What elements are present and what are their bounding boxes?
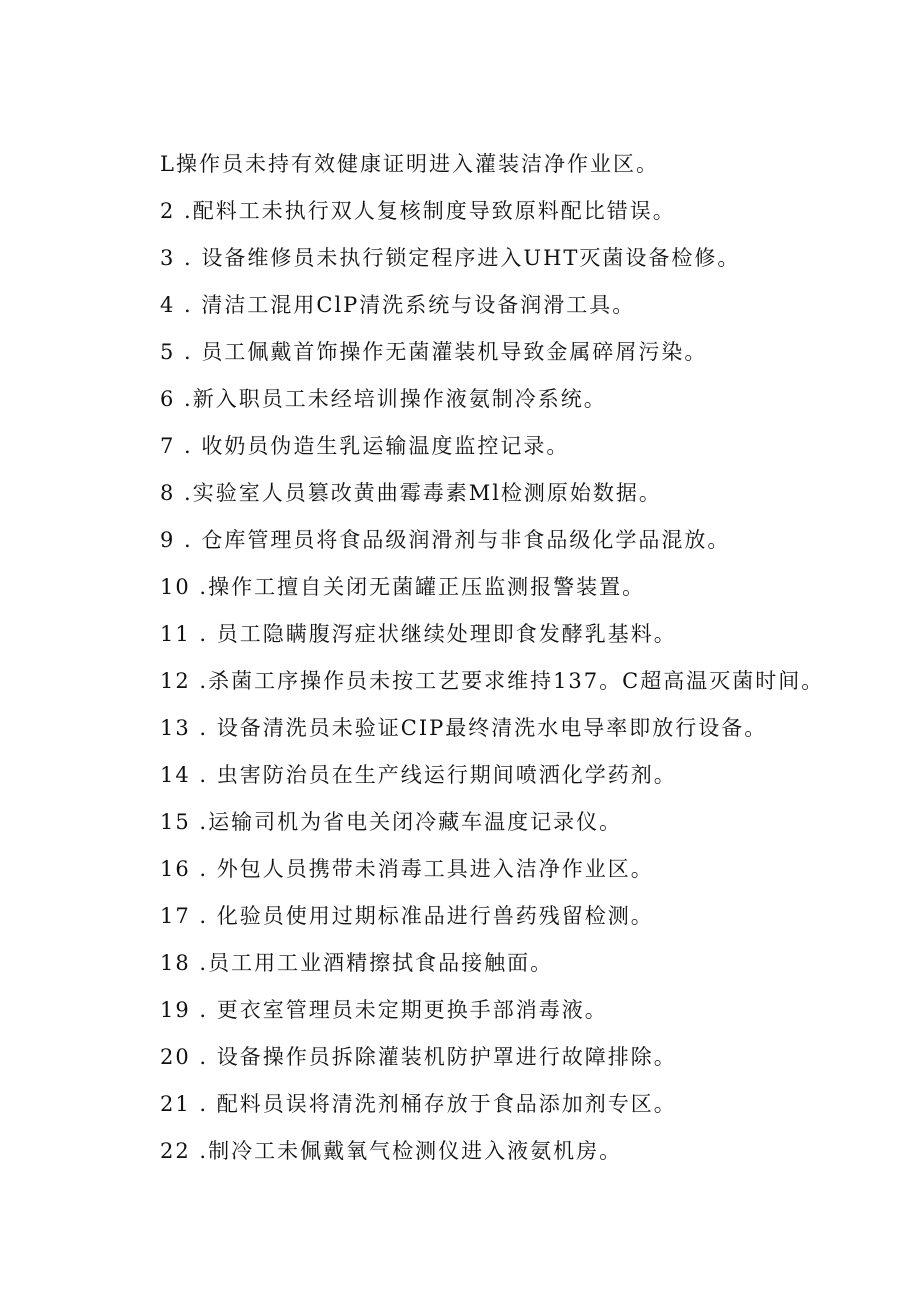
list-item: 4 . 清洁工混用ClP清洗系统与设备润滑工具。 <box>160 293 636 317</box>
list-item: 6 .新入职员工未经培训操作液氨制冷系统。 <box>160 387 607 411</box>
violation-list <box>160 146 880 1180</box>
list-item: 13 . 设备清洗员未验证CIP最终清洗水电导率即放行设备。 <box>160 716 768 740</box>
list-item: 18 .员工用工业酒精擦拭食品接触面。 <box>160 951 554 975</box>
list-item: 12 .杀菌工序操作员未按工艺要求维持137。C超高温灭菌时间。 <box>160 669 825 693</box>
list-item: 16 . 外包人员携带未消毒工具进入洁净作业区。 <box>160 857 654 881</box>
list-item: 15 .运输司机为省电关闭冷藏车温度记录仪。 <box>160 810 623 834</box>
list-item: 17 . 化验员使用过期标准品进行兽药残留检测。 <box>160 904 654 928</box>
list-item: 10 .操作工擅自关闭无菌罐正压监测报警装置。 <box>160 575 646 599</box>
list-item: 7 . 收奶员伪造生乳运输温度监控记录。 <box>160 434 570 458</box>
list-item: 14 . 虫害防治员在生产线运行期间喷洒化学药剂。 <box>160 763 677 787</box>
list-item: 11 . 员工隐瞒腹泻症状继续处理即食发酵乳基料。 <box>160 622 677 646</box>
list-item: 21 . 配料员误将清洗剂桶存放于食品添加剂专区。 <box>160 1092 677 1116</box>
list-item: 5 . 员工佩戴首饰操作无菌灌装机导致金属碎屑污染。 <box>160 340 708 364</box>
list-item: 2 .配料工未执行双人复核制度导致原料配比错误。 <box>160 199 676 223</box>
list-item: 20 . 设备操作员拆除灌装机防护罩进行故障排除。 <box>160 1045 677 1069</box>
list-item: 9 . 仓库管理员将食品级润滑剂与非食品级化学品混放。 <box>160 528 731 552</box>
list-item: L操作员未持有效健康证明进入灌装洁净作业区。 <box>160 152 659 176</box>
list-item: 19 . 更衣室管理员未定期更换手部消毒液。 <box>160 998 608 1022</box>
list-item: 8 .实验室人员篡改黄曲霉毒素Ml检测原始数据。 <box>160 481 662 505</box>
list-item: 3 . 设备维修员未执行锁定程序进入UHT灭菌设备检修。 <box>160 246 741 270</box>
list-item: 22 .制冷工未佩戴氧气检测仪进入液氨机房。 <box>160 1139 623 1163</box>
